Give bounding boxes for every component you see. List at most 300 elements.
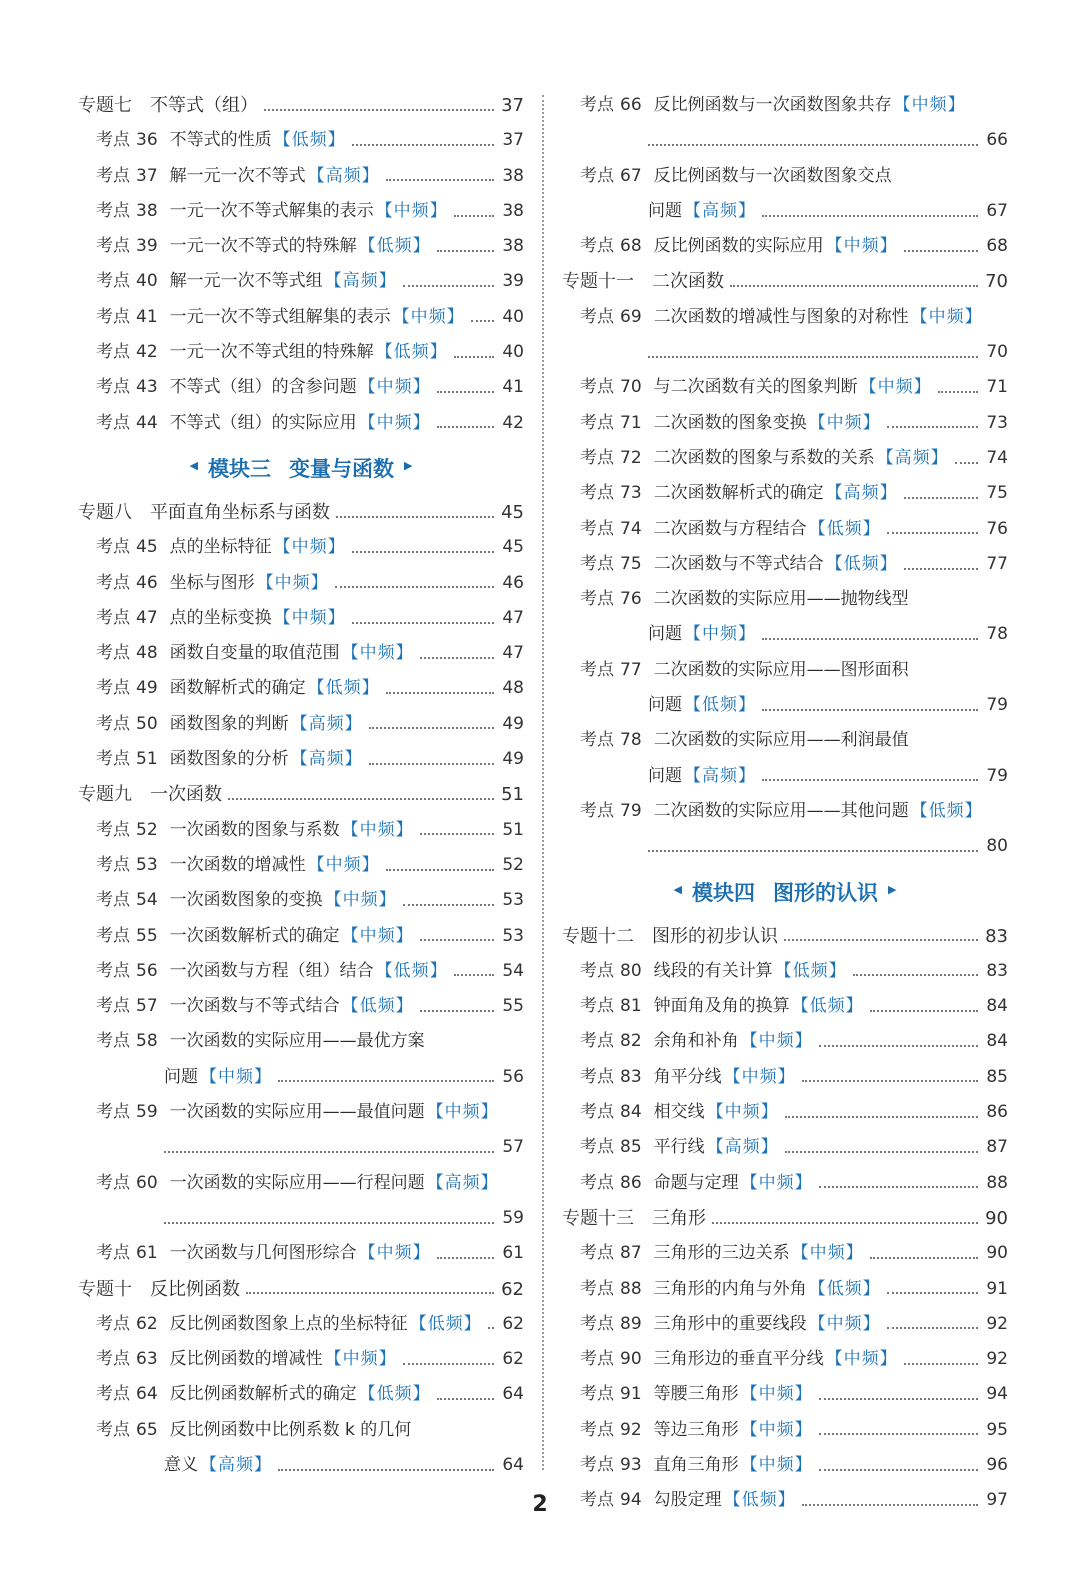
frequency-tag: 【高频】: [324, 271, 397, 292]
topic-title: 一次函数: [150, 784, 222, 806]
frequency-tag: 【高频】: [876, 447, 949, 468]
topic-row: [78, 1272, 524, 1307]
frequency-tag: 【中频】: [740, 1031, 813, 1052]
point-code: [580, 229, 642, 264]
toc-entry-point[interactable]: [78, 566, 524, 601]
point-label: 考点: [96, 713, 130, 734]
toc-entry-point[interactable]: [562, 406, 1008, 441]
toc-entry-point[interactable]: [78, 159, 524, 194]
dot-leader: [802, 1080, 978, 1082]
page-ref: 53: [502, 890, 524, 911]
point-label: 考点: [580, 1313, 614, 1334]
toc-entry-point[interactable]: [562, 476, 1008, 511]
toc-entry-point[interactable]: [78, 707, 524, 742]
page-ref: 57: [502, 1137, 524, 1158]
dot-leader: [336, 516, 494, 518]
point-row: [562, 88, 1008, 123]
point-label: 考点: [580, 518, 614, 539]
point-number: 49: [136, 678, 158, 699]
point-row: [562, 582, 1008, 617]
point-number: 56: [136, 960, 158, 981]
toc-entry-point3[interactable]: [78, 1166, 524, 1237]
point-row: [562, 476, 1008, 511]
point-title: 反比例函数图象上点的坐标特征: [169, 1313, 408, 1334]
point-title: 一次函数的实际应用——行程问题: [169, 1172, 425, 1193]
point-number: 50: [136, 713, 158, 734]
frequency-tag: 【中频】: [273, 537, 346, 558]
toc-entry-point[interactable]: [562, 1095, 1008, 1130]
point-row: [562, 723, 1008, 758]
toc-entry-point[interactable]: [78, 1377, 524, 1412]
point-label: 考点: [96, 819, 130, 840]
dot-leader: [454, 215, 494, 217]
frequency-tag: 【低频】: [358, 1384, 431, 1405]
point-label: 考点: [580, 1102, 614, 1123]
point-label: 考点: [96, 342, 130, 363]
toc-entry-point[interactable]: [562, 1060, 1008, 1095]
point-code: [580, 653, 642, 688]
point-title: 函数图象的分析: [169, 749, 289, 770]
point-row: [78, 707, 524, 742]
toc-entry-point2[interactable]: [562, 159, 1008, 230]
toc-entry-point[interactable]: [562, 370, 1008, 405]
point-number: 47: [136, 607, 158, 628]
frequency-tag: 【中频】: [273, 607, 346, 628]
point-number: 39: [136, 236, 158, 257]
frequency-tag: 【低频】: [684, 695, 756, 716]
dot-leader: [819, 1469, 978, 1471]
frequency-tag: 【低频】: [825, 553, 898, 574]
point-label: 考点: [580, 1419, 614, 1440]
toc-entry-point[interactable]: [562, 1377, 1008, 1412]
point-code: [96, 370, 158, 405]
frequency-tag: 【中频】: [808, 1313, 881, 1334]
point-label: 考点: [580, 165, 614, 186]
point-code: [96, 1095, 158, 1130]
point-row: [78, 1342, 524, 1377]
toc-entry-point[interactable]: [78, 1236, 524, 1271]
page-ref: 91: [986, 1278, 1008, 1299]
toc-entry-point[interactable]: [562, 1166, 1008, 1201]
toc-entry-point2[interactable]: [78, 1024, 524, 1095]
topic-row: [78, 495, 524, 530]
dot-leader: [278, 1080, 494, 1082]
point-code: [580, 794, 642, 829]
toc-entry-topic[interactable]: [78, 495, 524, 530]
point-title: 一元一次不等式解集的表示: [169, 200, 374, 221]
point-title: 反比例函数解析式的确定: [169, 1384, 357, 1405]
dot-leader: [386, 692, 494, 694]
dot-leader: [762, 779, 978, 781]
topic-row: [78, 88, 524, 123]
frequency-tag: 【中频】: [740, 1454, 813, 1475]
topic-title: 二次函数: [652, 271, 724, 293]
toc-entry-point[interactable]: [562, 1236, 1008, 1271]
page-ref: 49: [502, 749, 524, 770]
point-row: [78, 159, 524, 194]
point-title: 反比例函数的增减性: [169, 1349, 323, 1370]
dot-leader: [352, 144, 494, 146]
triangle-left-icon: ◀: [673, 883, 682, 897]
point-row: [562, 441, 1008, 476]
point-number: 71: [620, 412, 642, 433]
point-label: 考点: [96, 165, 130, 186]
toc-entry-point[interactable]: [562, 954, 1008, 989]
point-code: [580, 1448, 642, 1483]
topic-title: 反比例函数: [150, 1278, 240, 1300]
point-label: 考点: [96, 925, 130, 946]
point-number: 36: [136, 130, 158, 151]
toc-entry-point[interactable]: [562, 1307, 1008, 1342]
toc-entry-point[interactable]: [78, 919, 524, 954]
point-code: [580, 1307, 642, 1342]
point-row: [78, 370, 524, 405]
point-title: 二次函数的图象变换: [653, 412, 807, 433]
point-label: 考点: [580, 1278, 614, 1299]
point-label: 考点: [96, 1102, 130, 1123]
point-title: 三角形的内角与外角: [653, 1278, 807, 1299]
toc-entry-module[interactable]: [562, 865, 1008, 919]
toc-entry-topic[interactable]: [562, 919, 1008, 954]
point-row: [562, 954, 1008, 989]
point-label: 考点: [96, 271, 130, 292]
point-row: [78, 300, 524, 335]
dot-leader: [278, 1469, 494, 1471]
point-row: [78, 813, 524, 848]
dot-leader: [369, 763, 494, 765]
point-title: 二次函数的实际应用——图形面积: [653, 659, 909, 680]
point-code: [96, 566, 158, 601]
point-code: [580, 1095, 642, 1130]
toc-entry-point3[interactable]: [78, 1095, 524, 1166]
point-title: 解一元一次不等式: [169, 165, 306, 186]
toc-entry-point3[interactable]: [562, 88, 1008, 159]
point-label: 考点: [96, 1172, 130, 1193]
frequency-tag: 【高频】: [290, 749, 363, 770]
point-title: 一次函数的增减性: [169, 854, 306, 875]
frequency-tag: 【中频】: [825, 236, 898, 257]
page-ref: 67: [986, 200, 1008, 221]
dot-leader: [648, 356, 978, 358]
point-label: 考点: [96, 996, 130, 1017]
point-label: 考点: [580, 1137, 614, 1158]
point-code: [96, 636, 158, 671]
point-title: 三角形中的重要线段: [653, 1313, 807, 1334]
point-row-continued: [78, 1060, 524, 1095]
toc-entry-point[interactable]: [78, 813, 524, 848]
toc-entry-point[interactable]: [562, 989, 1008, 1024]
point-code: [580, 370, 642, 405]
point-label: 考点: [580, 1066, 614, 1087]
topic-code: 专题十: [78, 1278, 132, 1300]
module-code: 模块四: [692, 880, 755, 905]
point-title: 勾股定理: [653, 1490, 722, 1511]
point-label: 考点: [96, 607, 130, 628]
toc-entry-point2[interactable]: [562, 653, 1008, 724]
point-label: 考点: [96, 1384, 130, 1405]
toc-entry-point[interactable]: [562, 1024, 1008, 1059]
point-row: [562, 1413, 1008, 1448]
toc-entry-point[interactable]: [78, 601, 524, 636]
point-code: [580, 476, 642, 511]
toc-entry-point[interactable]: [78, 848, 524, 883]
point-number: 89: [620, 1313, 642, 1334]
toc-entry-point[interactable]: [78, 1342, 524, 1377]
page-number: 2: [532, 1492, 548, 1517]
page-ref: 37: [502, 130, 524, 151]
point-number: 70: [620, 377, 642, 398]
dot-leader: [955, 462, 978, 464]
toc-entry-topic[interactable]: [78, 1272, 524, 1307]
point-label: 考点: [580, 1454, 614, 1475]
triangle-left-icon: ◀: [189, 459, 198, 473]
point-code: [580, 1342, 642, 1377]
point-number: 55: [136, 925, 158, 946]
point-number: 44: [136, 412, 158, 433]
point-label: 考点: [96, 749, 130, 770]
dot-leader: [369, 727, 494, 729]
point-row: [562, 1130, 1008, 1165]
page-ref: 54: [502, 960, 524, 981]
point-row: [562, 159, 1008, 194]
point-code: [96, 1236, 158, 1271]
point-code: [96, 194, 158, 229]
toc-entry-point[interactable]: [78, 406, 524, 441]
point-code: [96, 300, 158, 335]
point-number: 84: [620, 1102, 642, 1123]
page-ref: 37: [501, 95, 524, 116]
point-code: [96, 813, 158, 848]
frequency-tag: 【低频】: [808, 518, 881, 539]
point-label: 考点: [96, 1349, 130, 1370]
page-ref: 46: [502, 572, 524, 593]
frequency-tag: 【低频】: [358, 236, 431, 257]
toc-entry-topic[interactable]: [78, 88, 524, 123]
dot-leader: [420, 1010, 494, 1012]
frequency-tag: 【中频】: [825, 1349, 898, 1370]
point-number: 53: [136, 854, 158, 875]
point-row: [78, 742, 524, 777]
point-number: 63: [136, 1349, 158, 1370]
point-number: 66: [620, 95, 642, 115]
toc-entry-point[interactable]: [78, 264, 524, 299]
point-code: [96, 848, 158, 883]
toc-entry-topic[interactable]: [562, 264, 1008, 299]
dot-leader: [784, 939, 978, 941]
point-title: 一次函数的图象与系数: [169, 819, 340, 840]
toc-entry-point2[interactable]: [562, 582, 1008, 653]
point-title: 二次函数的实际应用——利润最值: [653, 730, 909, 751]
page-ref: 47: [502, 643, 524, 664]
toc-entry-point[interactable]: [78, 954, 524, 989]
toc-entry-point[interactable]: [78, 989, 524, 1024]
frequency-tag: 【高频】: [684, 765, 756, 786]
point-row: [78, 229, 524, 264]
dot-leader: [437, 1398, 494, 1400]
point-code: [96, 601, 158, 636]
point-label: 考点: [96, 572, 130, 593]
toc-entry-point[interactable]: [562, 1413, 1008, 1448]
point-row: [78, 566, 524, 601]
page-ref: 77: [986, 553, 1008, 574]
point-number: 86: [620, 1172, 642, 1193]
point-row-continued: [562, 335, 1008, 370]
frequency-tag: 【中频】: [740, 1419, 813, 1440]
point-number: 83: [620, 1066, 642, 1087]
point-title: 一次函数图象的变换: [169, 890, 323, 911]
point-title: 直角三角形: [653, 1454, 739, 1475]
point-number: 51: [136, 749, 158, 770]
point-row-continued: [78, 1201, 524, 1236]
toc-entry-module[interactable]: [78, 441, 524, 495]
toc-entry-point[interactable]: [562, 441, 1008, 476]
dot-leader: [853, 974, 978, 976]
point-row-continued: [562, 829, 1008, 864]
point-code: [580, 441, 642, 476]
dot-leader: [730, 285, 978, 287]
point-row-continued: [78, 1130, 524, 1165]
point-title: 反比例函数的实际应用: [653, 236, 824, 257]
page-ref: 64: [502, 1454, 524, 1475]
point-title: 二次函数解析式的确定: [653, 483, 824, 504]
frequency-tag: 【中频】: [307, 854, 380, 875]
toc-entry-point[interactable]: [562, 229, 1008, 264]
page-ref: 90: [986, 1243, 1008, 1264]
point-number: 93: [620, 1454, 642, 1475]
module-code: 模块三: [208, 456, 271, 481]
point-label: 考点: [580, 306, 614, 327]
toc-entry-point[interactable]: [78, 335, 524, 370]
point-label: 考点: [96, 200, 130, 221]
toc-entry-point[interactable]: [78, 883, 524, 918]
point-code: [96, 335, 158, 370]
toc-entry-point[interactable]: [78, 1307, 524, 1342]
point-row-continued: [562, 759, 1008, 794]
point-number: 91: [620, 1384, 642, 1405]
point-label: 考点: [580, 1384, 614, 1405]
point-number: 46: [136, 572, 158, 593]
page-ref: 95: [986, 1419, 1008, 1440]
page-ref: 61: [502, 1243, 524, 1264]
toc-entry-point[interactable]: [562, 1448, 1008, 1483]
point-row: [78, 335, 524, 370]
point-code: [96, 707, 158, 742]
toc-entry-point3[interactable]: [562, 300, 1008, 371]
point-title-continued: 问题: [164, 1066, 198, 1087]
point-row: [78, 123, 524, 158]
page-ref: 75: [986, 483, 1008, 504]
page-ref: 47: [502, 607, 524, 628]
point-title: 三角形边的垂直平分线: [653, 1349, 824, 1370]
point-title: 点的坐标变换: [169, 607, 272, 628]
point-number: 58: [136, 1031, 158, 1052]
point-title: 二次函数的实际应用——其他问题: [653, 800, 909, 821]
point-row: [78, 264, 524, 299]
point-number: 60: [136, 1172, 158, 1193]
point-title: 线段的有关计算: [653, 960, 773, 981]
point-title-continued: 问题: [648, 765, 682, 786]
toc-entry-point[interactable]: [78, 300, 524, 335]
page-ref: 62: [502, 1349, 524, 1370]
dot-leader: [819, 1045, 978, 1047]
dot-leader: [403, 904, 494, 906]
point-label: 考点: [580, 960, 614, 981]
toc-entry-point2[interactable]: [78, 1413, 524, 1484]
toc-entry-point[interactable]: [78, 194, 524, 229]
toc-entry-point[interactable]: [78, 229, 524, 264]
point-number: 61: [136, 1243, 158, 1264]
point-row-continued: [562, 123, 1008, 158]
point-title: 余角和补角: [653, 1031, 739, 1052]
point-title: 一次函数的实际应用——最值问题: [169, 1102, 425, 1123]
dot-leader: [904, 1363, 978, 1365]
toc-entry-topic[interactable]: [78, 777, 524, 812]
toc-entry-point[interactable]: [78, 742, 524, 777]
point-row: [78, 883, 524, 918]
toc-entry-point[interactable]: [78, 370, 524, 405]
toc-entry-topic[interactable]: [562, 1201, 1008, 1236]
toc-entry-point[interactable]: [562, 1272, 1008, 1307]
point-row: [78, 194, 524, 229]
toc-entry-point[interactable]: [78, 671, 524, 706]
toc-entry-point[interactable]: [562, 512, 1008, 547]
point-row: [562, 1095, 1008, 1130]
toc-entry-point[interactable]: [78, 530, 524, 565]
point-code: [96, 1024, 158, 1059]
point-title: 反比例函数与一次函数图象共存: [653, 95, 892, 115]
point-code: [96, 1342, 158, 1377]
point-label: 考点: [580, 589, 614, 610]
point-number: 40: [136, 271, 158, 292]
frequency-tag: 【中频】: [706, 1102, 779, 1123]
point-row: [78, 406, 524, 441]
point-number: 69: [620, 306, 642, 327]
point-row: [78, 601, 524, 636]
point-number: 74: [620, 518, 642, 539]
frequency-tag: 【低频】: [723, 1490, 796, 1511]
dot-leader: [454, 356, 494, 358]
frequency-tag: 【中频】: [893, 95, 966, 115]
point-number: 88: [620, 1278, 642, 1299]
point-row: [562, 653, 1008, 688]
point-code: [580, 547, 642, 582]
point-title: 坐标与图形: [169, 572, 255, 593]
toc-entry-point3[interactable]: [562, 794, 1008, 865]
toc-entry-point2[interactable]: [562, 723, 1008, 794]
toc-entry-point[interactable]: [562, 1342, 1008, 1377]
toc-entry-point[interactable]: [562, 547, 1008, 582]
toc-entry-point[interactable]: [78, 123, 524, 158]
page-ref: 40: [502, 306, 524, 327]
frequency-tag: 【中频】: [341, 925, 414, 946]
toc-entry-point[interactable]: [562, 1130, 1008, 1165]
point-code: [580, 582, 642, 617]
point-number: 54: [136, 890, 158, 911]
page-ref: 73: [986, 412, 1008, 433]
frequency-tag: 【中频】: [324, 1349, 397, 1370]
point-label: 考点: [96, 236, 130, 257]
dot-leader: [264, 109, 494, 111]
frequency-tag: 【中频】: [859, 377, 932, 398]
page-ref: 71: [986, 377, 1008, 398]
point-number: 59: [136, 1102, 158, 1123]
point-code: [96, 989, 158, 1024]
point-row: [78, 1236, 524, 1271]
frequency-tag: 【低频】: [341, 996, 414, 1017]
point-label: 考点: [96, 1243, 130, 1264]
toc-entry-point[interactable]: [78, 636, 524, 671]
frequency-tag: 【低频】: [307, 678, 380, 699]
